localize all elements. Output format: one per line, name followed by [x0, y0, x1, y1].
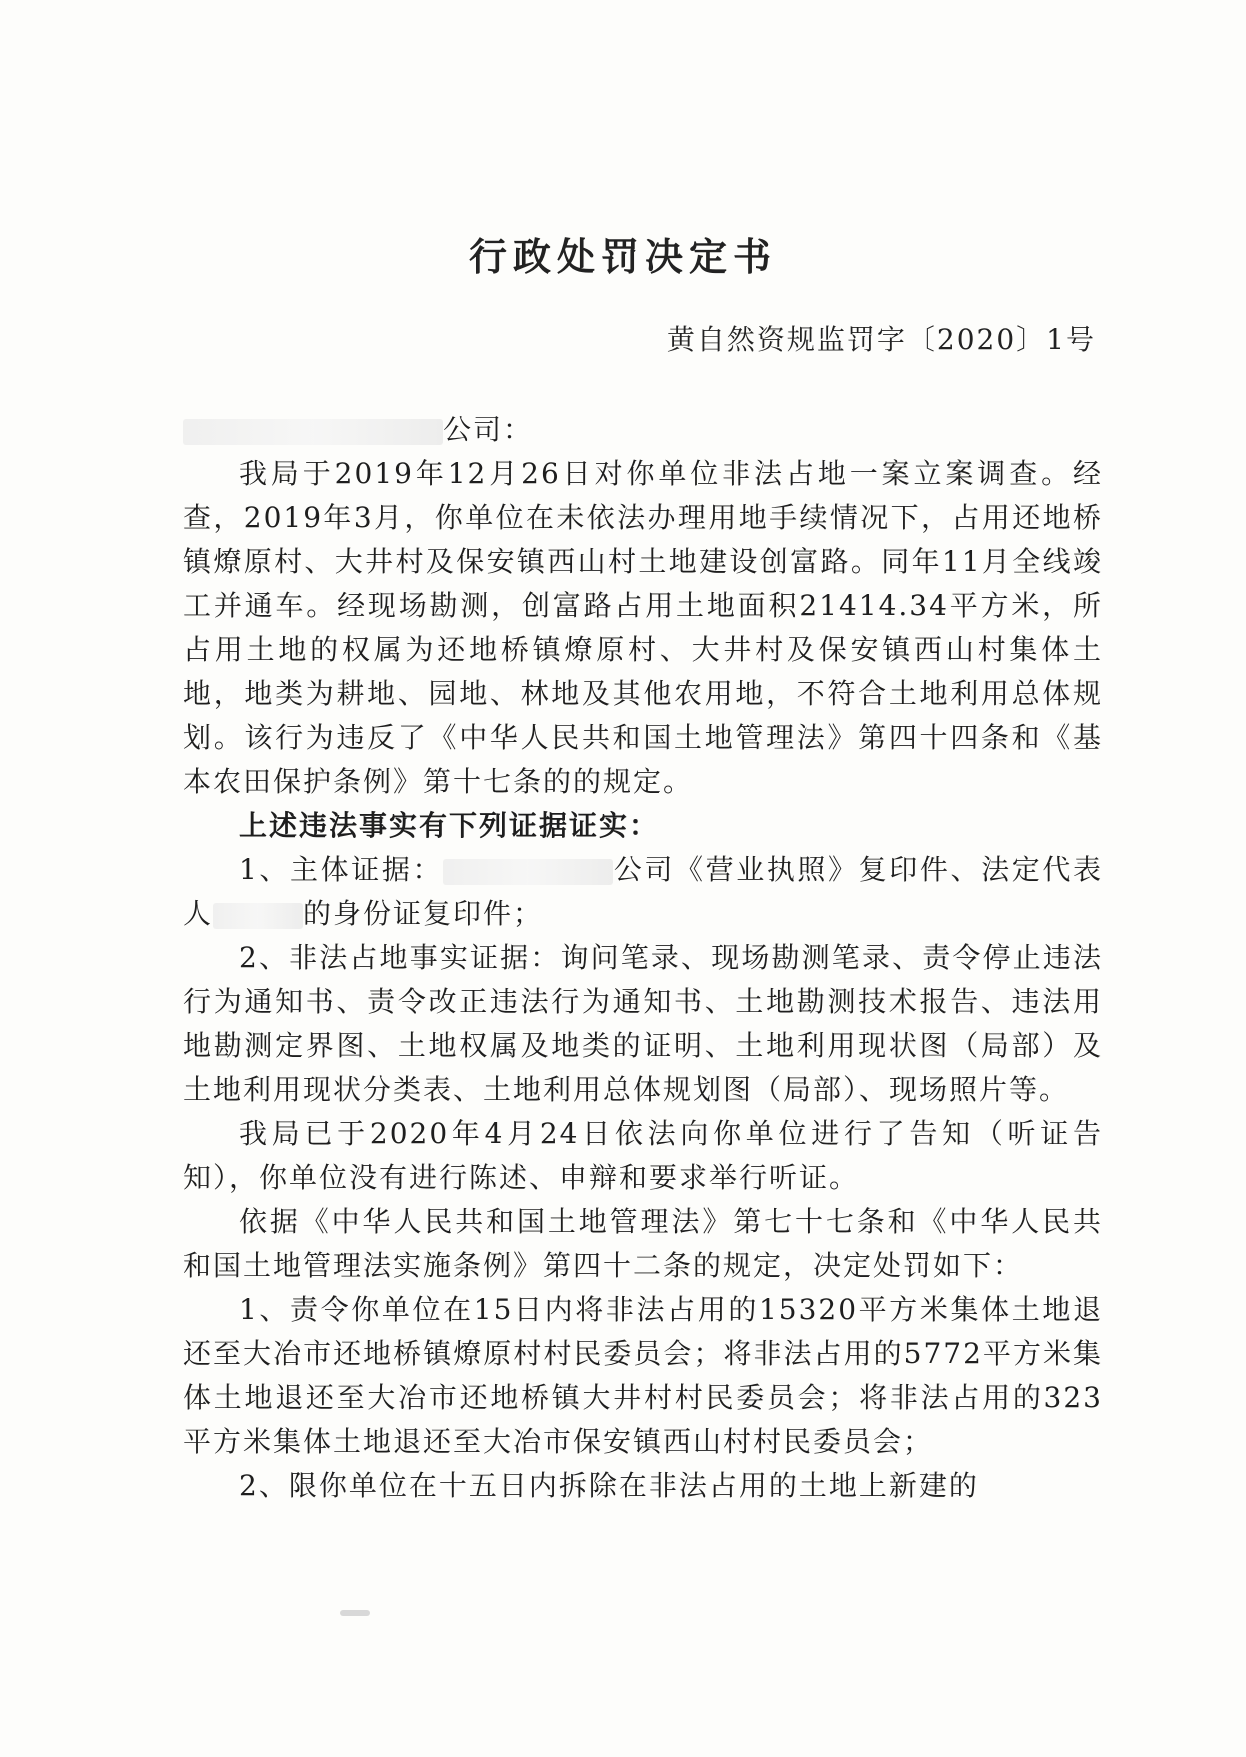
paragraph-occupation-evidence: 2、非法占地事实证据：询问笔录、现场勘测笔录、责令停止违法行为通知书、责令改正违法行为通知书、土地勘测技术报告、违法用地勘测定界图、土地权属及地类的证明、土地利用现状图（局部）及土地利用现状分类表、土地利用总体规划图（局部）、现场照片等。: [183, 941, 1103, 1106]
addressee-suffix: 公司：: [443, 413, 534, 446]
paragraph-notice: 我局已于2020年4月24日依法向你单位进行了告知（听证告知），你单位没有进行陈述、申辩和要求举行听证。: [183, 1117, 1103, 1194]
redacted-company-name: [183, 419, 443, 445]
paragraph-penalty-1: 1、责令你单位在15日内将非法占用的15320平方米集体土地退还至大冶市还地桥镇燎原村村民委员会；将非法占用的5772平方米集体土地退还至大冶市还地桥镇大井村村民委员会；将非法占用的323平方米集体土地退还至大冶市保安镇西山村村民委员会；: [183, 1293, 1103, 1458]
document-body: [183, 408, 1103, 1508]
paragraph-subject-evidence: [183, 848, 1103, 936]
document-title: 行政处罚决定书: [468, 234, 777, 279]
addressee-line: [183, 408, 1103, 452]
subject-evidence-mid: 公司《营业执照》复印件、法定代表人: [183, 853, 1103, 930]
redacted-company-name: [443, 859, 613, 885]
subject-evidence-prefix: 1、主体证据：: [239, 853, 444, 886]
redacted-representative-name: [213, 903, 303, 929]
document-number: 黄自然资规监罚字〔2020〕1号: [666, 323, 1096, 356]
paragraph-evidence-heading: 上述违法事实有下列证据证实：: [239, 809, 660, 842]
scan-mark: [340, 1610, 370, 1616]
paragraph-penalty-2: 2、限你单位在十五日内拆除在非法占用的土地上新建的: [239, 1469, 979, 1502]
subject-evidence-suffix: 的身份证复印件；: [303, 897, 544, 930]
paragraph-legal-basis: 依据《中华人民共和国土地管理法》第七十七条和《中华人民共和国土地管理法实施条例》第四十二条的规定，决定处罚如下：: [183, 1205, 1103, 1282]
paragraph-case-facts: 我局于2019年12月26日对你单位非法占地一案立案调查。经查，2019年3月，你单位在未依法办理用地手续情况下，占用还地桥镇燎原村、大井村及保安镇西山村土地建设创富路。同年11月全线竣工并通车。经现场勘测，创富路占用土地面积21414.34平方米，所占用土地的权属为还地桥镇燎原村、大井村及保安镇西山村集体土地，地类为耕地、园地、林地及其他农用地，不符合土地利用总体规划。该行为违反了《中华人民共和国土地管理法》第四十四条和《基本农田保护条例》第十七条的的规定。: [183, 457, 1103, 798]
